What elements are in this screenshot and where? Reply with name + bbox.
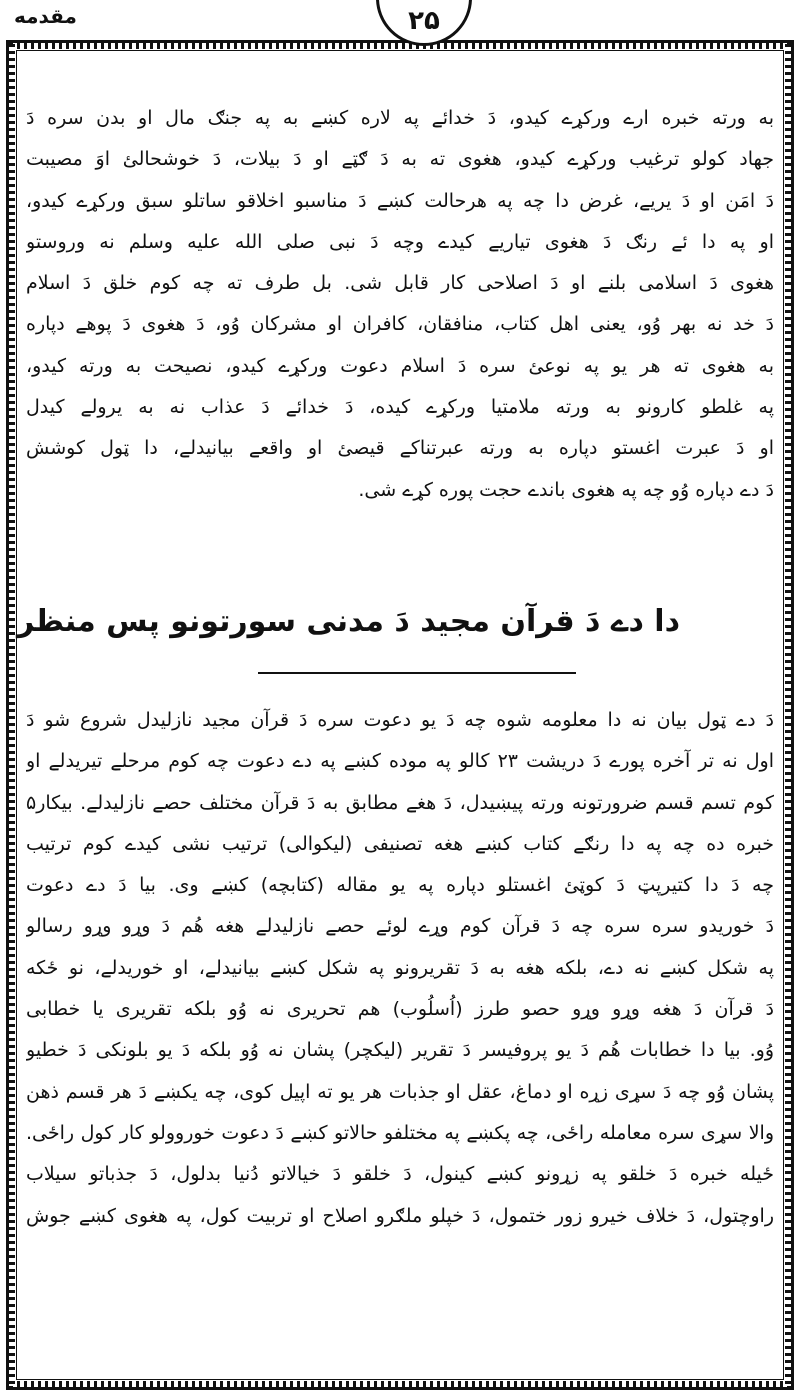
- text-line: دَ دے دپاره وُو چه په هغوی باندے حجت پوره کړے شی.: [358, 478, 774, 501]
- text-line: دَ قرآن دَ هغه وړو وړو حصو طرز (اُسلُوب) هم تحريری نه وُو بلکه تقريری يا خطابی: [26, 998, 774, 1021]
- text-line: دَ دے ټول بيان نه دا معلومه شوه چه دَ يو دعوت سره دَ قرآن مجيد نازليدل شروع شو دَ: [26, 709, 774, 731]
- text-line: به ورته خبره ارے ورکړے کيدو، دَ خدائے په لاره کښے به په جنګ مال او بدن سره دَ: [26, 107, 774, 129]
- page-border-ornament-bottom: [10, 1381, 790, 1387]
- paragraph-intro: [26, 98, 774, 511]
- text-line: وُو. بيا دا خطابات هُم دَ يو پروفيسر دَ تقرير (ليکچر) پشان نه وُو بلکه دَ يو بلونکی دَ خطيو: [26, 1039, 774, 1062]
- text-line: پشان وُو چه دَ سړی زړه او دماغ، عقل او جذبات هر يو ته اپيل کوی، چه يکښے دَ هر قسم ذهن: [26, 1080, 774, 1103]
- text-line: او په دا ئے رنګ دَ هغوی تياريے کيدے وچه دَ نبی صلی الله عليه وسلم نه وروستو: [26, 230, 774, 253]
- text-line: هغوی دَ اسلامی بلنے او دَ اصلاحی کار قابل شی. بل طرف ته چه کوم خلق دَ اسلام: [26, 272, 774, 295]
- paragraph-background: [26, 700, 774, 1237]
- page-border-ornament-top: [10, 43, 790, 49]
- text-line: چه دَ دا کتيرپټ دَ کوټئ اغستلو دپاره په يو مقاله (کتابچه) کښے وی. بيا دَ دے دعوت: [26, 874, 774, 897]
- page-border-ornament-right: [785, 44, 791, 1386]
- text-line: والا سړی سره معامله راځی، چه پکښے په مختلفو حالاتو کښے دَ دعوت خوروولو کار کول راځی.: [26, 1121, 774, 1144]
- section-heading: دا دے دَ قرآن مجيد دَ مدنی سورتونو پس منظر: [16, 604, 680, 639]
- text-line: ځيله خبره دَ خلقو په زړونو کښے کينول، دَ خلقو دَ خيالاتو دُنيا بدلول، دَ جذباتو سيلاب: [26, 1163, 774, 1186]
- text-line: او دَ عبرت اغستو دپاره به ورته عبرتناکے قيصئ او واقعے بيانيدلے، دا ټول کوشش: [26, 437, 774, 460]
- text-line: به هغوی ته هر يو په نوعئ سره دَ اسلام دعوت ورکړے کيدو، نصيحت به ورته کيدو،: [26, 354, 774, 377]
- text-line: په غلطو کارونو به ورته ملامتيا ورکړے کيده، دَ خدائے دَ عذاب نه به يرولے کيدل: [26, 396, 774, 419]
- text-line: دَ خوريدو سره سره چه دَ قرآن کوم وړے لوئے حصے نازليدلے هغه هُم دَ وړو وړو رسالو: [26, 915, 774, 938]
- text-line: خبره ده چه په دا رنګے کتاب کښے هغه تصنيفی (ليکوالی) ترتيب نشی کيدے کوم ترتيب: [26, 832, 774, 855]
- running-head: مقدمه: [14, 4, 77, 28]
- text-line: جهاد کولو ترغيب ورکړے کيدو، هغوی ته به دَ ګټے او دَ بيلات، دَ خوشحالئ اوَ مصيبت: [26, 148, 774, 171]
- page-border-ornament-left: [9, 44, 15, 1386]
- text-line: دَ امَن او دَ يريے، غرض دا چه په هرحالت کښے دَ مناسبو اخلاقو ساتلو سبق ورکړے کيدو،: [26, 189, 774, 212]
- text-line: په شکل کښے نه دے، بلکه هغه به دَ تقريرونو په شکل کښے بيانيدلے، او خوريدلے، نو ځکه: [26, 956, 774, 979]
- text-line: دَ خد نه بهر وُو، يعنی اهل کتاب، منافقان، کافران او مشرکان وُو، دَ هغوی دَ پوهے دپاره: [26, 313, 774, 336]
- heading-divider: [258, 672, 576, 674]
- text-line: کوم تسم قسم ضرورتونه ورته پيښيدل، دَ هغے مطابق به دَ قرآن مختلف حصے نازليدلے. بيکار۵: [26, 791, 774, 814]
- page-number: ۲۵: [408, 6, 440, 36]
- text-line: راوچتول، دَ خلاف خيرو زور ختمول، دَ خپلو ملګرو اصلاح او تربيت کول، په هغوی کښے جوش: [26, 1204, 774, 1227]
- text-line: اول نه تر آخره پورے دَ دريشت ۲۳ کالو په موده کښے په دے دعوت چه کوم مرحلے تيريدلے او: [26, 750, 774, 773]
